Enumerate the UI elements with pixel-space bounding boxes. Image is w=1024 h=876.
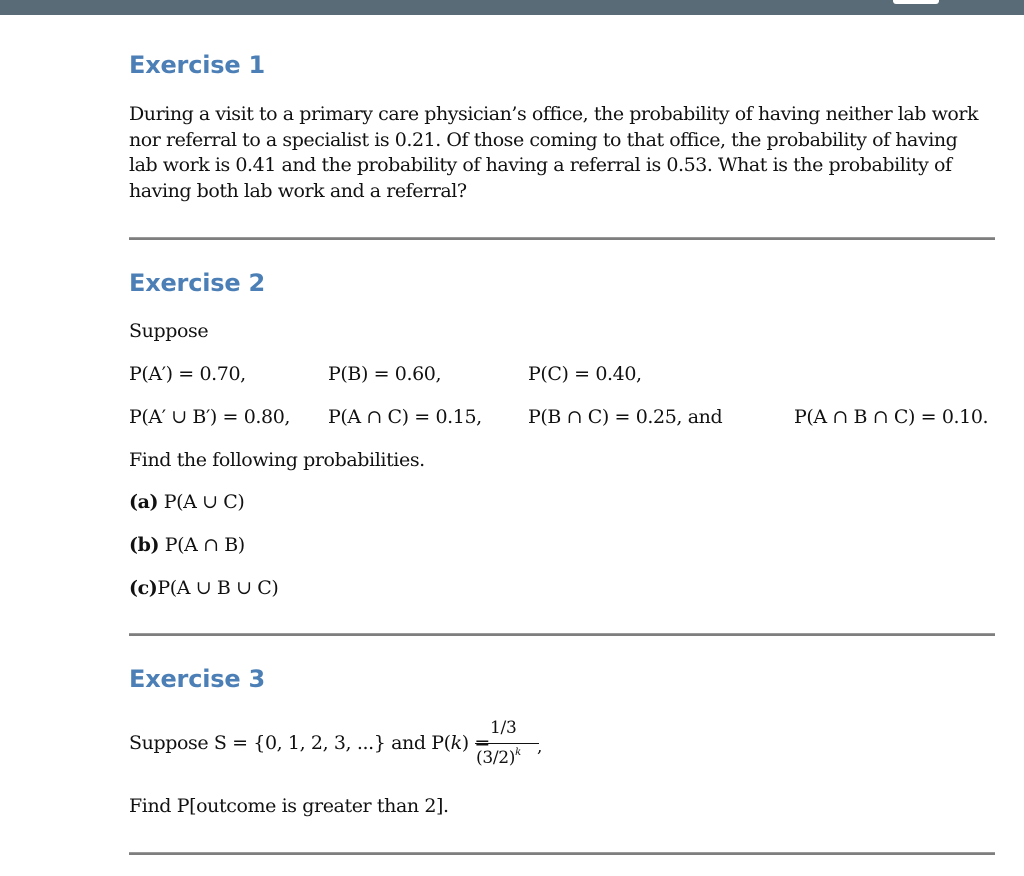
part-b (129, 533, 245, 557)
part-c (129, 576, 278, 600)
section-divider (129, 633, 995, 636)
fraction-comma: , (537, 737, 543, 757)
top-bar (0, 0, 1024, 15)
given-p-a-complement: P(A′) = 0.70, (129, 363, 246, 385)
given-p-a-intersect-c: P(A ∩ C) = 0.15, (328, 406, 482, 428)
exercise-2-intro: Suppose (129, 320, 209, 342)
equals-text: ) = (461, 732, 490, 754)
k-variable: k (450, 732, 462, 754)
fraction-denominator (476, 747, 521, 768)
fraction-bar (475, 743, 539, 744)
section-divider (129, 852, 995, 855)
part-a (129, 490, 244, 514)
exercise-3-find: Find P[outcome is greater than 2]. (129, 795, 449, 817)
top-bar-tab[interactable] (893, 0, 939, 4)
given-p-b-intersect-c: P(B ∩ C) = 0.25, and (528, 406, 723, 428)
denominator-base: (3/2) (476, 748, 516, 768)
given-p-b: P(B) = 0.60, (328, 363, 442, 385)
part-c-label: (c) (129, 577, 158, 599)
given-p-c: P(C) = 0.40, (528, 363, 642, 385)
exercise-2-find: Find the following probabilities. (129, 449, 425, 471)
exercise-3-title: Exercise 3 (129, 665, 266, 693)
given-p-a-b-c: P(A ∩ B ∩ C) = 0.10. (794, 406, 989, 428)
suppose-text: Suppose S = {0, 1, 2, 3, ...} and P( (129, 732, 451, 754)
part-a-label: (a) (129, 491, 159, 513)
fraction-numerator: 1/3 (490, 718, 517, 738)
part-c-expr: P(A ∪ B ∪ C) (157, 577, 279, 599)
part-b-expr: P(A ∩ B) (159, 534, 245, 556)
part-b-label: (b) (129, 534, 160, 556)
part-a-expr: P(A ∪ C) (158, 491, 245, 513)
denominator-exponent: k (515, 747, 521, 758)
exercise-3-suppose (129, 731, 490, 755)
section-divider (129, 237, 995, 240)
exercise-2-title: Exercise 2 (129, 269, 266, 297)
given-p-a-union-b-complement: P(A′ ∪ B′) = 0.80, (129, 406, 291, 428)
exercise-1-text: During a visit to a primary care physician’s office, the probability of having neither lab work nor referral to a specialist is 0.21. Of those coming to that office, the probability of having lab work is 0.41 and the probability of having a referral is 0.53. What is the probability of having both lab work and a referral? (129, 103, 979, 202)
exercise-1-title: Exercise 1 (129, 51, 266, 79)
